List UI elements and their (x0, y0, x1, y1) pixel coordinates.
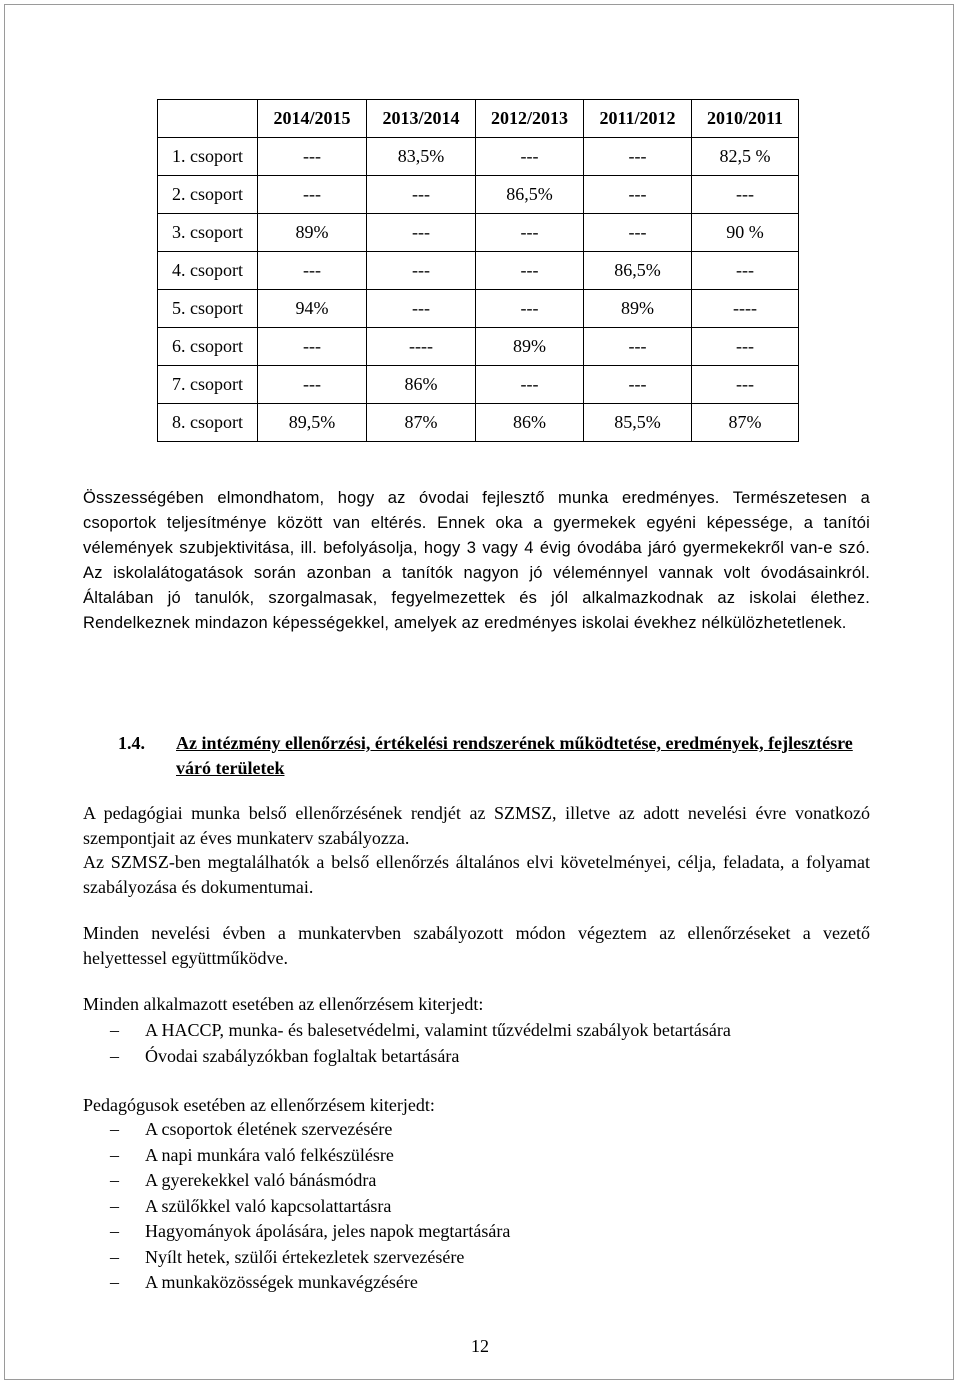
table-cell: ---- (367, 328, 476, 366)
list-item-text: A gyerekekkel való bánásmódra (145, 1170, 377, 1190)
paragraph-all-staff-intro: Minden alkalmazott esetében az ellenőrzésem kiterjedt: (83, 994, 484, 1014)
table-header-cell: 2011/2012 (584, 100, 692, 138)
table-body (158, 138, 799, 442)
table-cell: --- (367, 176, 476, 214)
group-label-cell: 2. csoport (158, 176, 258, 214)
dash-bullet-icon: – (110, 1144, 119, 1165)
list-item-text: Óvodai szabályzókban foglaltak betartására (145, 1045, 460, 1066)
table-cell: --- (584, 214, 692, 252)
table-row (158, 252, 799, 290)
group-label-cell: 3. csoport (158, 214, 258, 252)
table-row (158, 328, 799, 366)
dash-bullet-icon: – (110, 1045, 119, 1066)
list-item (110, 1194, 510, 1220)
all-staff-check-list (110, 1018, 731, 1069)
table-cell: --- (476, 366, 584, 404)
table-cell: 86% (367, 366, 476, 404)
list-item (110, 1143, 510, 1169)
table-row (158, 176, 799, 214)
table-cell: 86,5% (584, 252, 692, 290)
table-cell: 83,5% (367, 138, 476, 176)
table-cell: 90 % (692, 214, 799, 252)
table-header-row (158, 100, 799, 138)
table-cell: --- (476, 252, 584, 290)
table-header-cell (158, 100, 258, 138)
list-item (110, 1044, 731, 1070)
table-row (158, 366, 799, 404)
paragraph-yearly-checks: Minden nevelési évben a munkatervben szabályozott módon végeztem az ellenőrzéseket a vezető helyettessel együttműködve. (83, 923, 870, 968)
table-row (158, 138, 799, 176)
group-label-cell: 1. csoport (158, 138, 258, 176)
table-cell: --- (692, 252, 799, 290)
summary-paragraph: Összességében elmondhatom, hogy az óvodai fejlesztő munka eredményes. Természetesen a csoportok teljesítménye között van eltérés. Ennek oka a gyermekek egyéni képessége, a tanítói vélemények szubjektivitása, ill. befolyásolja, hogy 3 vagy 4 évig óvodába járó gyermekekről van-e szó. Az iskolalátogatások során azonban a tanítók nagyon jó véleménnyel vannak volt óvodásainkról. Általában jó tanulók, szorgalmasak, fegyelmezettek és jól alkalmazkodnak az iskolai élethez. Rendelkeznek mindazon képességekkel, amelyek az eredményes iskolai évekhez nélkülözhetetlenek. (83, 489, 870, 632)
list-item (110, 1168, 510, 1194)
table-cell: 86% (476, 404, 584, 442)
table-cell: --- (367, 214, 476, 252)
table-cell: --- (258, 366, 367, 404)
list-item-text: Hagyományok ápolására, jeles napok megtartására (145, 1221, 511, 1241)
table-cell: --- (476, 214, 584, 252)
dash-bullet-icon: – (110, 1246, 119, 1267)
table-cell: --- (584, 328, 692, 366)
section-title: Az intézmény ellenőrzési, értékelési rendszerének működtetése, eredmények, fejlesztésre váró területek (176, 733, 853, 778)
dash-bullet-icon: – (110, 1020, 119, 1040)
table-cell: 85,5% (584, 404, 692, 442)
paragraph-internal-control: A pedagógiai munka belső ellenőrzésének rendjét az SZMSZ, illetve az adott nevelési évre vonatkozó szempontjait az éves munkaterv szabályozza. (83, 803, 870, 848)
list-item (110, 1219, 510, 1245)
table-header-cell: 2012/2013 (476, 100, 584, 138)
table-cell: --- (258, 138, 367, 176)
table-cell: 82,5 % (692, 138, 799, 176)
group-label-cell: 4. csoport (158, 252, 258, 290)
table-header-cell: 2010/2011 (692, 100, 799, 138)
table-header-cell: 2014/2015 (258, 100, 367, 138)
group-label-cell: 5. csoport (158, 290, 258, 328)
table-cell: 87% (692, 404, 799, 442)
list-item (110, 1018, 731, 1044)
group-label-cell: 7. csoport (158, 366, 258, 404)
table-cell: --- (367, 252, 476, 290)
list-item-text: A szülőkkel való kapcsolattartásra (145, 1195, 392, 1216)
list-item (110, 1117, 510, 1143)
table-cell: --- (258, 176, 367, 214)
table-header-cell: 2013/2014 (367, 100, 476, 138)
dash-bullet-icon: – (110, 1272, 119, 1292)
table-cell: --- (692, 176, 799, 214)
list-item-text: A csoportok életének szervezésére (145, 1119, 393, 1139)
table-cell: --- (584, 138, 692, 176)
table-cell: --- (258, 328, 367, 366)
group-label-cell: 8. csoport (158, 404, 258, 442)
dash-bullet-icon: – (110, 1221, 119, 1241)
list-item-text: A HACCP, munka- és balesetvédelmi, valamint tűzvédelmi szabályok betartására (145, 1020, 731, 1040)
list-item (110, 1270, 510, 1296)
table-cell: --- (476, 290, 584, 328)
table-cell: --- (367, 290, 476, 328)
list-item-text: A napi munkára való felkészülésre (145, 1144, 394, 1165)
table-cell: 89% (258, 214, 367, 252)
dash-bullet-icon: – (110, 1119, 119, 1139)
table-row (158, 404, 799, 442)
table-cell: ---- (692, 290, 799, 328)
list-item-text: A munkaközösségek munkavégzésére (145, 1272, 418, 1292)
group-label-cell: 6. csoport (158, 328, 258, 366)
dash-bullet-icon: – (110, 1195, 119, 1216)
table-cell: 87% (367, 404, 476, 442)
table-row (158, 290, 799, 328)
section-number: 1.4. (118, 733, 145, 753)
dash-bullet-icon: – (110, 1170, 119, 1190)
table-cell: --- (584, 176, 692, 214)
table-cell: 94% (258, 290, 367, 328)
table-row (158, 214, 799, 252)
table-cell: 89,5% (258, 404, 367, 442)
table-cell: 89% (584, 290, 692, 328)
results-table (157, 99, 799, 442)
table-cell: --- (258, 252, 367, 290)
table-cell: --- (692, 366, 799, 404)
table-cell: 89% (476, 328, 584, 366)
list-item (110, 1245, 510, 1271)
page-number: 12 (471, 1336, 489, 1356)
table-cell: --- (476, 138, 584, 176)
paragraph-teachers-intro: Pedagógusok esetében az ellenőrzésem kiterjedt: (83, 1095, 435, 1115)
list-item-text: Nyílt hetek, szülői értekezletek szervezésére (145, 1246, 465, 1267)
paragraph-szmsz: Az SZMSZ-ben megtalálhatók a belső ellenőrzés általános elvi követelményei, célja, feladata, a folyamat szabályozása és dokumentumai. (83, 852, 870, 897)
table-cell: --- (692, 328, 799, 366)
teacher-check-list (110, 1117, 510, 1296)
table-cell: --- (584, 366, 692, 404)
table-cell: 86,5% (476, 176, 584, 214)
